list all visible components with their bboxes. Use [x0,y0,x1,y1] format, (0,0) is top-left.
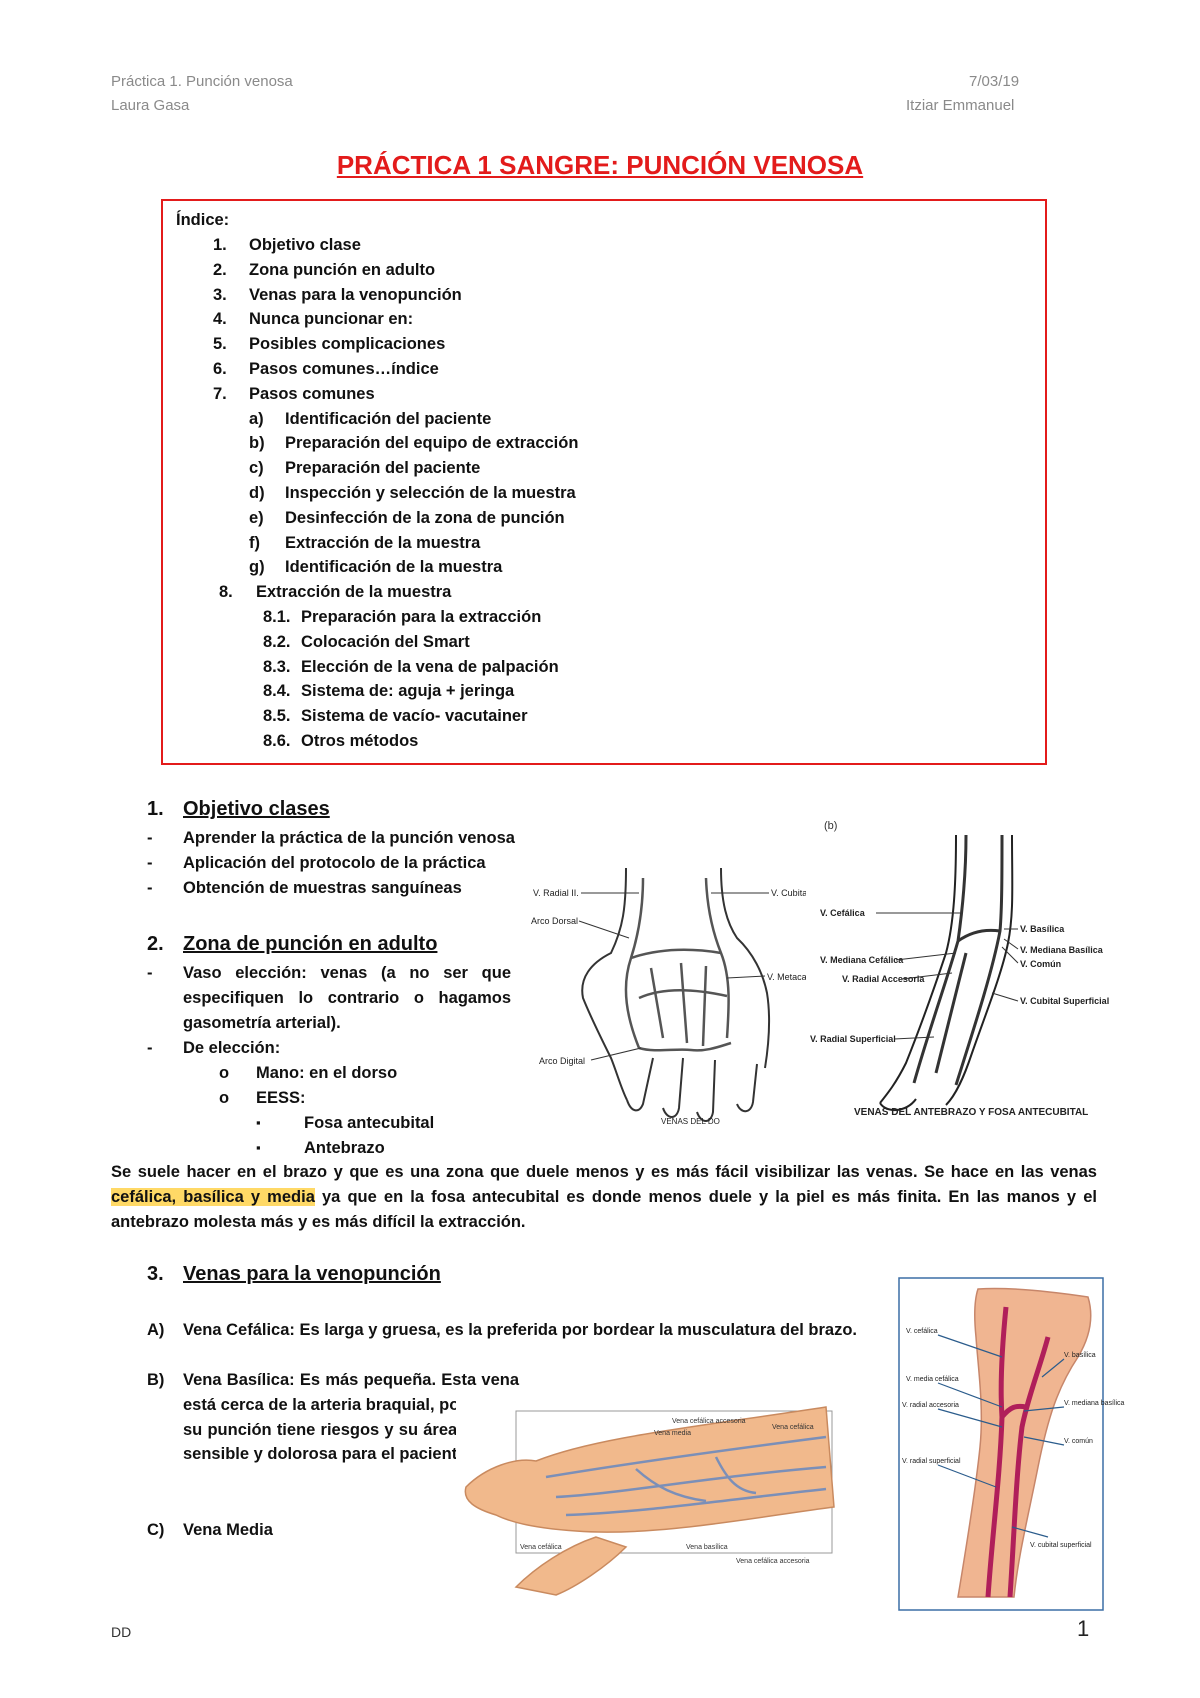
svg-text:V. basílica: V. basílica [1064,1352,1096,1359]
dash-1: - [147,829,153,847]
svg-text:Vena cefálica accesoria: Vena cefálica accesoria [672,1418,746,1425]
item-c-text: Vena Media [183,1521,273,1539]
bullet-2: Aplicación del protocolo de la práctica [183,854,486,872]
svg-text:V. Cefálica: V. Cefálica [820,908,865,918]
index-item-number: d) [249,484,265,502]
arm-outline [880,835,1012,1110]
index-item-number: 8.5. [263,707,291,726]
section-3-title: Venas para la venopunción [183,1263,441,1285]
index-item-number: 8. [219,583,233,602]
header-doc-title: Práctica 1. Punción venosa [111,73,293,90]
index-item-label: Desinfección de la zona de punción [285,508,565,527]
antebrazo: Antebrazo [304,1139,385,1157]
hand-outline [582,868,769,1121]
index-item-number: 8.2. [263,632,291,651]
circle-2: o [219,1089,230,1107]
index-item-label: Colocación del Smart [301,632,470,651]
square-2: ▪ [256,1140,261,1155]
index-item-label: Elección de la vena de palpación [301,657,559,676]
svg-text:V. Cubital Superficial: V. Cubital Superficial [1020,996,1110,1006]
section-2-number: 2. [147,933,164,955]
section-2-paragraph: Se suele hacer en el brazo y que es una zona que duele menos y es más fácil visibilizar las venas. Se hace en las venas cefálica, basílica y media ya que en la fosa antecubital es donde menos duele y la piel es más finita. En las manos y el antebrazo molesta más y es más difícil la extracción. [111,1163,1097,1231]
header-author-2: Itziar Emmanuel [906,97,1015,114]
index-item-number: e) [249,508,264,527]
index-item-label: Identificación del paciente [285,409,492,428]
svg-text:VENAS DEL ANTEBRAZO Y FOSA ANT: VENAS DEL ANTEBRAZO Y FOSA ANTECUBITAL [854,1107,1089,1118]
dash-4: - [147,964,153,982]
forearm-vein-lines [914,835,1002,1085]
hand-leader-lines [579,893,769,1060]
mano: Mano: en el dorso [256,1064,398,1082]
section-3-number: 3. [147,1263,164,1285]
index-item-label: Inspección y selección de la muestra [285,484,576,502]
index-item-number: 8.1. [263,608,291,626]
square-1: ▪ [256,1115,261,1130]
svg-text:V. Cubital II.: V. Cubital II. [771,888,820,898]
svg-text:Vena cefálica: Vena cefálica [772,1424,814,1431]
svg-text:V. Metacarpianas: V. Metacarpianas [767,972,837,982]
index-item-label: Objetivo clase [249,236,361,254]
item-a-text: Vena Cefálica: Es larga y gruesa, es la preferida por bordear la musculatura del brazo. [183,1321,858,1339]
index-item-label: Posibles complicaciones [249,335,446,354]
item-b-letter: B) [147,1371,165,1389]
svg-text:V. mediana basílica: V. mediana basílica [1064,1400,1125,1407]
index-item-number: 1. [213,236,227,254]
svg-text:V. radial accesoria: V. radial accesoria [902,1402,959,1409]
svg-text:Arco Digital: Arco Digital [539,1056,586,1066]
svg-text:V. Basílica: V. Basílica [1020,924,1065,934]
index-item-label: Sistema de vacío- vacutainer [301,707,528,726]
page-title: PRÁCTICA 1 SANGRE: PUNCIÓN VENOSA [336,150,864,180]
item-b-text: Vena Basílica: Es más pequeña. Esta vena está cerca de la arteria braquial, por lo que su punción tiene riesgos y su área es más sensible y dolorosa para el paciente. [183,1371,519,1464]
bullet-3: Obtención de muestras sanguíneas [183,879,462,897]
svg-text:V. media cefálica: V. media cefálica [906,1376,959,1383]
index-item-label: Preparación del equipo de extracción [285,434,579,453]
index-item-number: 2. [213,260,227,279]
section-2-title: Zona de punción en adulto [183,933,438,955]
header-date: 7/03/19 [969,73,1020,90]
index-item-label: Otros métodos [301,732,419,750]
svg-text:Vena basílica: Vena basílica [686,1544,728,1551]
index-item-number: f) [249,533,260,552]
svg-text:Vena cefálica accesoria: Vena cefálica accesoria [736,1558,810,1565]
index-item-label: Nunca puncionar en: [249,310,414,329]
svg-text:V. Radial Accesoria: V. Radial Accesoria [842,974,925,984]
index-item-label: Extracción de la muestra [256,583,452,602]
svg-text:V. Común: V. Común [1020,959,1062,969]
svg-text:V. Mediana Basílica: V. Mediana Basílica [1020,945,1103,955]
header-author: Laura Gasa [111,97,190,114]
index-item-label: Pasos comunes [249,384,375,403]
fosa-antecubital: Fosa antecubital [304,1114,435,1132]
index-item-number: 8.4. [263,682,291,701]
circle-1: o [219,1064,230,1082]
figure-corner-label: (b) [824,820,838,832]
svg-text:Vena cefálica: Vena cefálica [520,1544,562,1551]
de-eleccion: De elección: [183,1039,281,1057]
svg-text:V. Radial Superficial: V. Radial Superficial [810,1034,896,1044]
bullet-1: Aprender la práctica de la punción venosa [183,829,515,847]
index-item-label: Preparación del paciente [285,459,481,478]
elbow-veins-figure [898,1277,1125,1611]
svg-text:V. radial superficial: V. radial superficial [902,1458,961,1465]
svg-text:VENAS DEL DO: VENAS DEL DO [661,1117,720,1126]
index-item-number: c) [249,459,264,478]
vaso-eleccion: Vaso elección: venas (a no ser que especifiquen lo contrario o hagamos gasometría arterial). [183,964,511,1032]
eess: EESS: [256,1089,306,1107]
index-item-number: g) [249,558,265,577]
index-item-number: 7. [213,384,227,403]
index-item-number: 8.6. [263,732,291,750]
index-item-label: Preparación para la extracción [301,608,542,626]
arm-veins-figure [456,1397,888,1595]
svg-text:V. cefálica: V. cefálica [906,1328,938,1335]
footer-left: DD [111,1624,132,1640]
vein-lines [626,878,731,1050]
index-item-number: 4. [213,310,227,329]
index-item-label: Extracción de la muestra [285,533,481,552]
index-item-number: 6. [213,360,227,378]
index-item-number: 8.3. [263,657,291,676]
dash-5: - [147,1039,153,1057]
svg-text:V. común: V. común [1064,1438,1093,1445]
item-a-letter: A) [147,1321,165,1339]
hand-veins-figure [531,868,835,1130]
section-1-number: 1. [147,798,164,820]
svg-text:Arco Dorsal: Arco Dorsal [531,916,579,926]
section-1-title: Objetivo clases [183,798,330,820]
svg-text:V. Mediana Cefálica: V. Mediana Cefálica [820,955,904,965]
svg-text:V. Radial II.: V. Radial II. [533,888,579,898]
highlighted-veins: cefálica, basílica y media [111,1187,315,1206]
page-number: 1 [1077,1616,1090,1641]
dash-2: - [147,854,153,872]
svg-text:V. cubital superficial: V. cubital superficial [1030,1542,1092,1549]
index-heading: Índice: [176,211,230,229]
index-item-label: Identificación de la muestra [285,558,503,577]
index-item-number: 5. [213,335,227,354]
svg-text:Vena media: Vena media [654,1430,691,1437]
index-item-label: Venas para la venopunción [249,285,462,304]
forearm-veins-figure [806,813,1122,1123]
index-item-number: a) [249,409,264,428]
index-item-number: b) [249,434,265,453]
index-item-label: Pasos comunes…índice [249,360,439,378]
item-c-letter: C) [147,1521,165,1539]
dash-3: - [147,879,153,897]
index-item-label: Sistema de: aguja + jeringa [301,682,515,701]
index-item-label: Zona punción en adulto [249,260,436,279]
index-item-number: 3. [213,285,227,304]
